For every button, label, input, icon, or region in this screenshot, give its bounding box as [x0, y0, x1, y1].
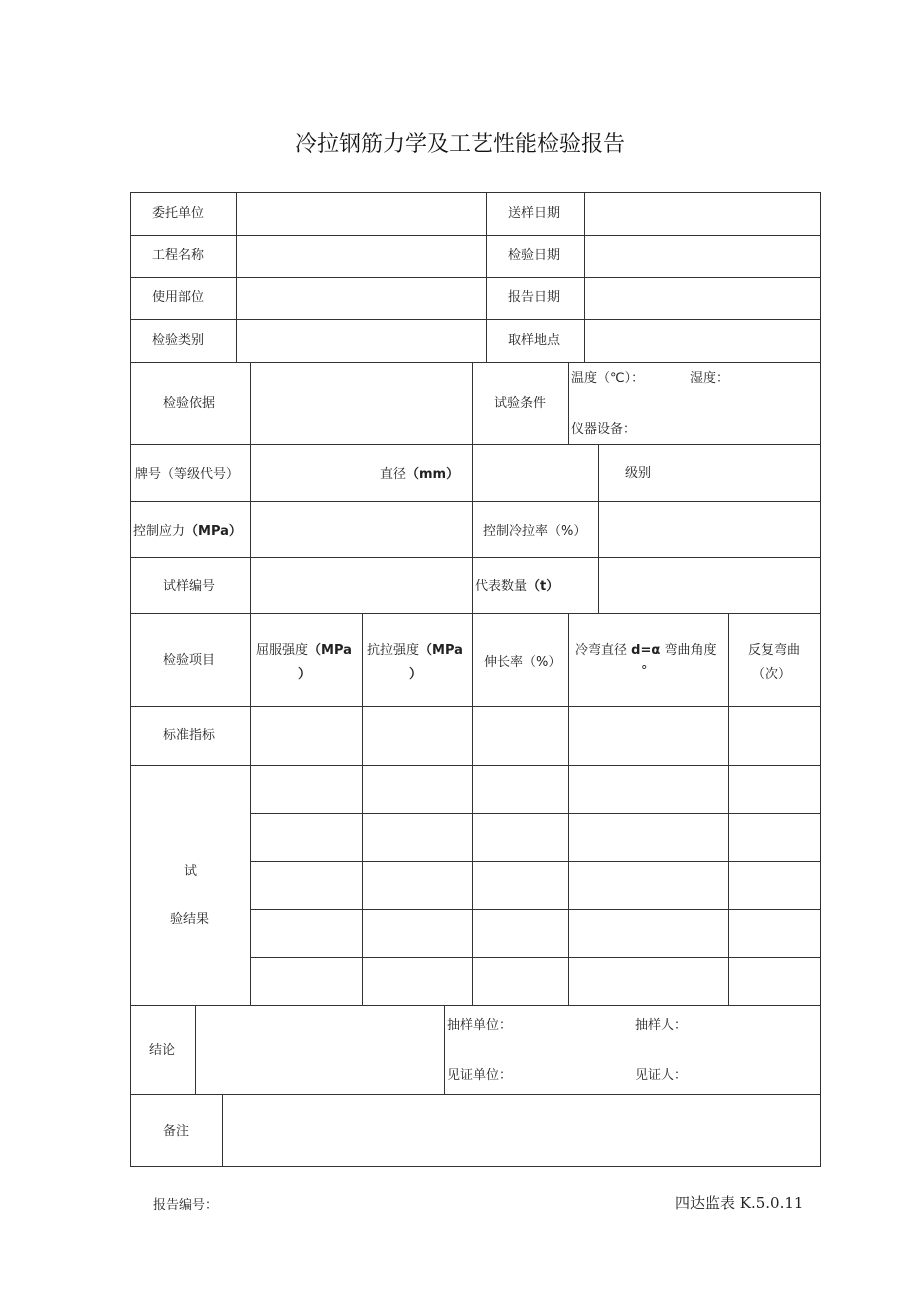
tensile-strength-header: 抗拉强度（MPa — [367, 643, 463, 658]
temperature-label: 温度（℃）： — [571, 371, 645, 386]
send-date-label: 送样日期 — [508, 206, 561, 221]
repeat-bend-header: 反复弯曲 — [748, 643, 801, 658]
sampler-label: 抽样人： — [635, 1018, 688, 1033]
report-number-label: 报告编号： — [153, 1198, 219, 1213]
witness-unit-label: 见证单位： — [447, 1068, 513, 1083]
witness-label: 见证人： — [635, 1068, 688, 1083]
client-unit-label: 委托单位 — [152, 206, 205, 221]
repeat-bend-unit: （次） — [752, 667, 792, 682]
result-label-line2: 验结果 — [170, 912, 210, 927]
use-location-label: 使用部位 — [152, 290, 205, 305]
sample-location-label: 取样地点 — [508, 333, 561, 348]
control-stress-label: 控制应力（MPa） — [133, 524, 242, 539]
yield-strength-header: 屈服强度（MPa — [256, 643, 352, 658]
cold-bend-degree: ° — [641, 664, 648, 679]
inspect-type-label: 检验类别 — [152, 333, 205, 348]
result-label-line1: 试 — [184, 864, 198, 879]
conclusion-label: 结论 — [149, 1043, 176, 1058]
page-title: 冷拉钢筋力学及工艺性能检验报告 — [294, 132, 625, 157]
tensile-strength-close: ） — [409, 667, 423, 682]
diameter-label: 直径（mm） — [380, 467, 460, 482]
instrument-label: 仪器设备： — [571, 422, 637, 437]
remarks-label: 备注 — [163, 1124, 190, 1139]
basis-label: 检验依据 — [163, 396, 216, 411]
class-label: 级别 — [625, 466, 652, 481]
yield-strength-close: ） — [298, 667, 312, 682]
project-name-label: 工程名称 — [152, 248, 205, 263]
elongation-header: 伸长率（%） — [484, 655, 562, 670]
cold-bend-header: 冷弯直径 d=α 弯曲角度 — [575, 643, 717, 658]
form-code: 四达监表 K.5.0.11 — [675, 1194, 804, 1212]
sample-number-label: 试样编号 — [163, 579, 216, 594]
sampling-unit-label: 抽样单位： — [447, 1018, 513, 1033]
standard-label: 标准指标 — [163, 728, 216, 743]
conditions-label: 试验条件 — [494, 396, 547, 411]
brand-label: 牌号（等级代号） — [135, 467, 240, 482]
humidity-label: 湿度： — [690, 371, 730, 386]
items-label: 检验项目 — [163, 653, 216, 668]
report-date-label: 报告日期 — [508, 290, 561, 305]
quantity-label: 代表数量（t） — [475, 579, 560, 594]
cold-rate-label: 控制冷拉率（%） — [483, 524, 587, 539]
inspect-date-label: 检验日期 — [508, 248, 561, 263]
